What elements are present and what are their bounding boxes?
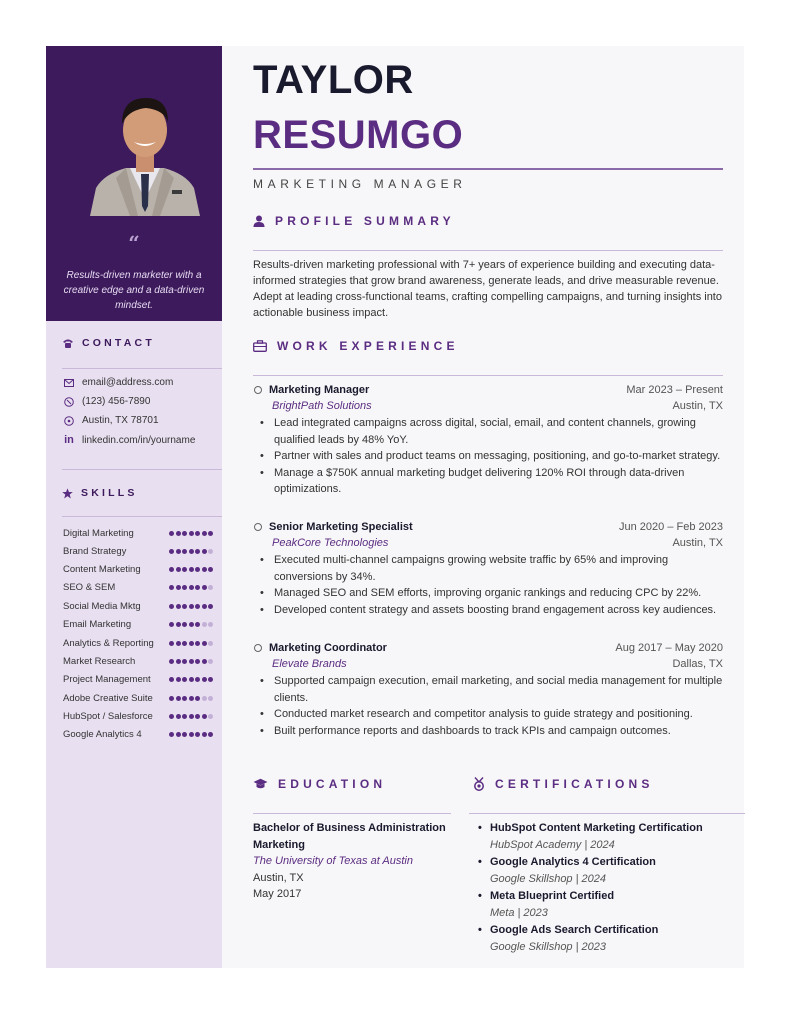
list-item: • Managed SEO and SEM efforts, improving organic rankings and reducing CPC by 22%. [273, 585, 723, 602]
major: Marketing [253, 838, 305, 851]
skill-rating [169, 732, 213, 737]
skill-row: Content Marketing [63, 564, 213, 575]
rating-dot-empty [202, 696, 207, 701]
list-item: • Conducted market research and competitor analysis to guide strategy and positioning. [273, 706, 723, 723]
rating-dot-filled [176, 641, 181, 646]
rating-dot-empty [208, 696, 213, 701]
contact-linkedin[interactable]: in linkedin.com/in/yourname [64, 434, 196, 446]
person-icon [253, 215, 265, 227]
list-item: • Manage a $750K annual marketing budget delivering 120% ROI through data-driven optimizations. [273, 465, 723, 498]
education-date: May 2017 [253, 888, 302, 900]
skill-row: Market Research [63, 656, 213, 667]
rating-dot-empty [208, 714, 213, 719]
skill-row: Email Marketing [63, 619, 213, 630]
skill-row: SEO & SEM [63, 582, 213, 593]
rating-dot-filled [195, 604, 200, 609]
rating-dot-filled [208, 732, 213, 737]
rating-dot-filled [195, 677, 200, 682]
rating-dot-filled [169, 622, 174, 627]
rating-dot-filled [169, 714, 174, 719]
education-entry [253, 820, 463, 903]
skill-row: Digital Marketing [63, 528, 213, 539]
rating-dot-filled [176, 659, 181, 664]
list-item: • Developed content strategy and assets boosting brand engagement across key audiences. [273, 602, 723, 619]
rating-dot-filled [176, 531, 181, 536]
resume-page [46, 46, 744, 968]
medal-icon [473, 777, 485, 791]
job-bullets [253, 415, 723, 498]
certifications-divider [469, 813, 745, 814]
rating-dot-filled [202, 585, 207, 590]
rating-dot-filled [208, 604, 213, 609]
cert-name: Meta Blueprint Certified [490, 890, 615, 902]
rating-dot-filled [169, 531, 174, 536]
rating-dot-filled [189, 567, 194, 572]
contact-phone[interactable]: (123) 456-7890 [63, 396, 150, 407]
rating-dot-filled [176, 622, 181, 627]
rating-dot-empty [208, 622, 213, 627]
rating-dot-filled [202, 714, 207, 719]
rating-dot-filled [195, 732, 200, 737]
star-icon [62, 488, 73, 499]
rating-dot-filled [202, 531, 207, 536]
rating-dot-filled [176, 714, 181, 719]
list-item: • Supported campaign execution, email marketing, and social media management for multiple clients. [273, 673, 723, 706]
rating-dot-filled [189, 604, 194, 609]
sidebar [46, 46, 222, 968]
list-item [478, 922, 728, 955]
job-title: Senior Marketing Specialist [253, 519, 413, 535]
rating-dot-filled [208, 567, 213, 572]
rating-dot-filled [202, 732, 207, 737]
certifications-heading: CERTIFICATIONS [473, 777, 654, 791]
location-icon [63, 416, 75, 426]
graduation-cap-icon [253, 778, 268, 790]
rating-dot-filled [182, 696, 187, 701]
degree: Bachelor of Business Administration [253, 822, 446, 834]
rating-dot-empty [208, 549, 213, 554]
skill-rating [169, 585, 213, 590]
rating-dot-filled [195, 567, 200, 572]
name-divider [253, 168, 723, 170]
rating-dot-filled [195, 714, 200, 719]
linkedin-icon: in [64, 434, 74, 446]
rating-dot-filled [176, 696, 181, 701]
last-name: RESUMGO [253, 113, 464, 157]
circle-bullet-icon [254, 386, 262, 394]
rating-dot-filled [202, 567, 207, 572]
contact-email[interactable]: email@address.com [63, 377, 173, 388]
rating-dot-filled [195, 549, 200, 554]
quote-icon: “ [128, 231, 140, 255]
job-company: Elevate Brands [272, 658, 347, 670]
skill-row: Adobe Creative Suite [63, 693, 213, 704]
job-location: Austin, TX [672, 400, 723, 412]
cert-name: Google Analytics 4 Certification [490, 856, 656, 868]
rating-dot-filled [176, 677, 181, 682]
sidebar-header [46, 46, 222, 321]
skill-row: Brand Strategy [63, 546, 213, 557]
list-item [478, 888, 728, 921]
cert-issuer: Google Skillshop | 2023 [490, 940, 606, 953]
education-divider [253, 813, 451, 814]
job-title: Marketing Coordinator [253, 640, 387, 656]
rating-dot-filled [202, 677, 207, 682]
skill-rating [169, 622, 213, 627]
skill-row: Social Media Mktg [63, 601, 213, 612]
list-item [478, 854, 728, 887]
skill-rating [169, 641, 213, 646]
rating-dot-filled [182, 585, 187, 590]
rating-dot-filled [189, 549, 194, 554]
contact-location: Austin, TX 78701 [63, 415, 159, 426]
rating-dot-filled [182, 732, 187, 737]
cert-issuer: Google Skillshop | 2024 [490, 872, 606, 885]
circle-bullet-icon [254, 523, 262, 531]
contact-divider [62, 368, 222, 369]
rating-dot-filled [189, 659, 194, 664]
rating-dot-filled [176, 585, 181, 590]
rating-dot-empty [208, 585, 213, 590]
job-entry [253, 382, 723, 498]
rating-dot-filled [169, 641, 174, 646]
school: The University of Texas at Austin [253, 855, 413, 867]
rating-dot-filled [176, 732, 181, 737]
rating-dot-filled [189, 531, 194, 536]
skills-divider [62, 516, 222, 517]
skill-rating [169, 677, 213, 682]
rating-dot-empty [202, 622, 207, 627]
education-heading: EDUCATION [253, 777, 386, 791]
skill-rating [169, 549, 213, 554]
list-item [478, 820, 728, 853]
cert-issuer: Meta | 2023 [490, 906, 548, 919]
skill-rating [169, 604, 213, 609]
job-company: BrightPath Solutions [272, 400, 372, 412]
envelope-icon [63, 379, 75, 387]
rating-dot-filled [169, 549, 174, 554]
job-role: MARKETING MANAGER [253, 177, 467, 191]
rating-dot-filled [182, 549, 187, 554]
rating-dot-filled [202, 604, 207, 609]
rating-dot-filled [182, 531, 187, 536]
rating-dot-filled [182, 604, 187, 609]
list-item: • Partner with sales and product teams on messaging, positioning, and go-to-market strategy. [273, 448, 723, 465]
skill-rating [169, 531, 213, 536]
rating-dot-filled [189, 714, 194, 719]
job-location: Dallas, TX [672, 658, 723, 670]
skill-rating [169, 696, 213, 701]
rating-dot-filled [195, 659, 200, 664]
profile-photo [86, 78, 204, 216]
list-item: • Executed multi-channel campaigns growing website traffic by 65% and improving conversions by 34%. [273, 552, 723, 585]
rating-dot-filled [182, 641, 187, 646]
rating-dot-filled [189, 732, 194, 737]
job-company: PeakCore Technologies [272, 537, 389, 549]
rating-dot-filled [195, 696, 200, 701]
rating-dot-filled [169, 604, 174, 609]
rating-dot-empty [208, 659, 213, 664]
rating-dot-filled [169, 585, 174, 590]
rating-dot-filled [189, 622, 194, 627]
experience-divider [253, 375, 723, 376]
rating-dot-filled [182, 714, 187, 719]
rating-dot-empty [208, 641, 213, 646]
phone-icon [63, 397, 75, 407]
skill-rating [169, 567, 213, 572]
job-location: Austin, TX [672, 537, 723, 549]
rating-dot-filled [182, 677, 187, 682]
job-bullets [253, 673, 723, 739]
education-location: Austin, TX [253, 871, 304, 884]
rating-dot-filled [176, 604, 181, 609]
rating-dot-filled [189, 696, 194, 701]
rating-dot-filled [169, 732, 174, 737]
skill-rating [169, 659, 213, 664]
circle-bullet-icon [254, 644, 262, 652]
list-item: • Built performance reports and dashboards to track KPIs and campaign outcomes. [273, 723, 723, 740]
rating-dot-filled [169, 567, 174, 572]
profile-heading: PROFILE SUMMARY [253, 214, 455, 228]
rating-dot-filled [202, 659, 207, 664]
phone-heading-icon [62, 338, 74, 349]
rating-dot-filled [176, 549, 181, 554]
skills-heading: SKILLS [62, 487, 138, 499]
rating-dot-filled [195, 641, 200, 646]
list-item: • Lead integrated campaigns across digital, social, email, and content channels, growing qualified leads by 48% YoY. [273, 415, 723, 448]
job-dates: Mar 2023 – Present [626, 384, 723, 396]
experience-heading: WORK EXPERIENCE [253, 339, 459, 353]
rating-dot-filled [208, 531, 213, 536]
job-entry [253, 640, 723, 739]
rating-dot-filled [202, 549, 207, 554]
skills-top-divider [62, 469, 222, 470]
rating-dot-filled [182, 567, 187, 572]
rating-dot-filled [182, 622, 187, 627]
profile-divider [253, 250, 723, 251]
skill-row: Project Management [63, 674, 213, 685]
skill-row: Analytics & Reporting [63, 638, 213, 649]
cert-issuer: HubSpot Academy | 2024 [490, 838, 615, 851]
rating-dot-filled [195, 585, 200, 590]
rating-dot-filled [202, 641, 207, 646]
profile-summary: Results-driven marketing professional with 7+ years of experience building and executing data-informed strategies that grow brand awareness, generate leads, and drive measurable revenue. Adept at leading cross-functional teams, crafting compelling campaigns, and turning insights into actionable business impact. [253, 259, 722, 319]
cert-name: Google Ads Search Certification [490, 924, 659, 936]
rating-dot-filled [189, 585, 194, 590]
job-dates: Jun 2020 – Feb 2023 [619, 521, 723, 533]
contact-heading: CONTACT [62, 337, 155, 349]
rating-dot-filled [176, 567, 181, 572]
cert-name: HubSpot Content Marketing Certification [490, 822, 703, 834]
job-bullets [253, 552, 723, 618]
rating-dot-filled [189, 641, 194, 646]
certifications-list [478, 820, 728, 956]
rating-dot-filled [169, 677, 174, 682]
job-title: Marketing Manager [253, 382, 369, 398]
rating-dot-filled [195, 531, 200, 536]
briefcase-icon [253, 340, 267, 352]
tagline: Results-driven marketer with a creative edge and a data-driven mindset. [63, 270, 205, 311]
rating-dot-filled [195, 622, 200, 627]
skill-rating [169, 714, 213, 719]
rating-dot-filled [169, 659, 174, 664]
rating-dot-filled [169, 696, 174, 701]
job-dates: Aug 2017 – May 2020 [615, 642, 723, 654]
rating-dot-filled [182, 659, 187, 664]
rating-dot-filled [189, 677, 194, 682]
job-entry [253, 519, 723, 618]
rating-dot-filled [208, 677, 213, 682]
skill-row: HubSpot / Salesforce [63, 711, 213, 722]
first-name: TAYLOR [253, 58, 414, 102]
skill-row: Google Analytics 4 [63, 729, 213, 740]
